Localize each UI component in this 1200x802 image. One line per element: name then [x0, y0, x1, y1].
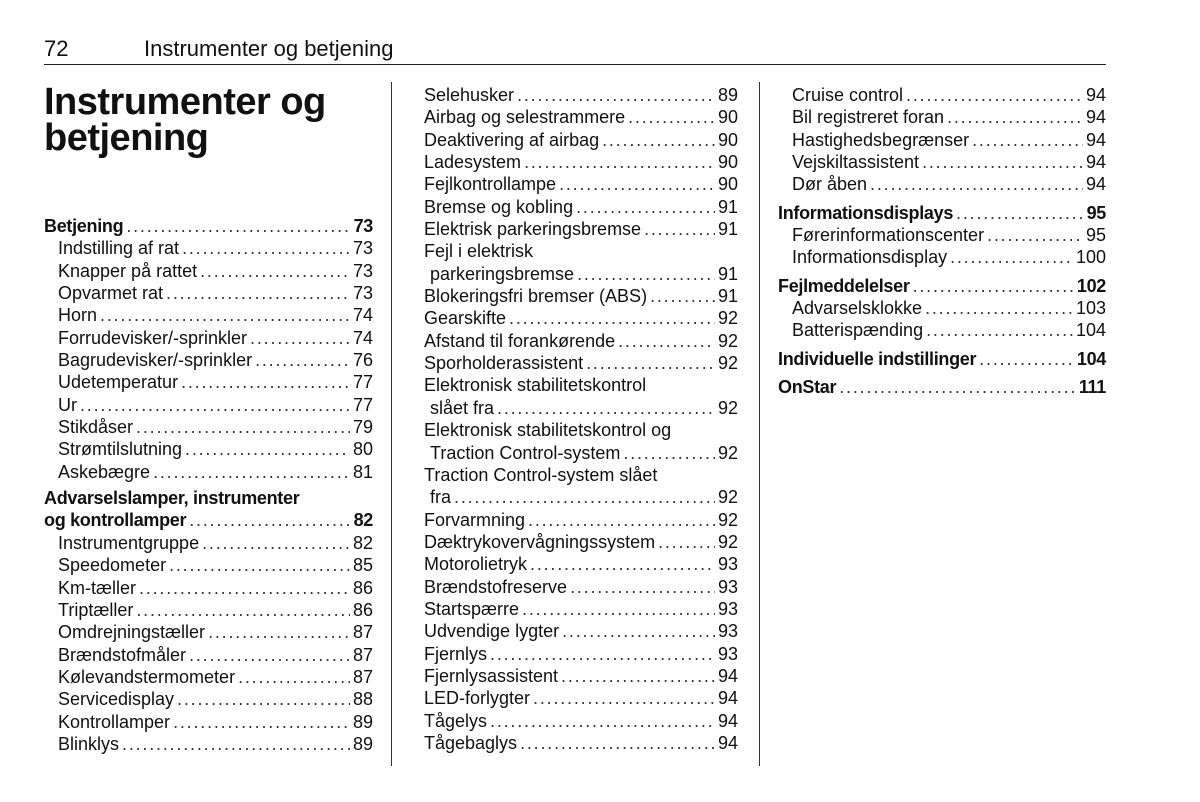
dot-leader	[250, 327, 350, 349]
toc-entry-text: Ur	[58, 394, 77, 415]
toc-entry[interactable]	[424, 665, 738, 687]
toc-page-number: 73	[352, 260, 373, 281]
toc-entry[interactable]	[424, 643, 738, 665]
toc-page-number: 73	[352, 283, 373, 304]
toc-entry-text: Elektronisk stabilitetskontrol og	[424, 420, 672, 441]
dot-leader	[454, 486, 715, 508]
toc-page-number: 94	[1085, 129, 1106, 150]
dot-leader	[906, 84, 1083, 106]
toc-page-number: 76	[352, 350, 373, 371]
toc-entry-text: Askebægre	[58, 461, 151, 482]
toc-entry-text: Forvarmning	[424, 509, 526, 530]
toc-entry-text: og kontrollamper	[44, 510, 187, 531]
toc-page-number: 77	[352, 394, 373, 415]
toc-entry[interactable]	[424, 263, 738, 285]
dot-leader	[126, 215, 350, 237]
toc-page-number: 77	[352, 372, 373, 393]
toc-entry-text: Individuelle indstillinger	[778, 348, 977, 369]
toc-page-number: 95	[1085, 225, 1106, 246]
toc-entry[interactable]	[778, 246, 1106, 268]
toc-page-number: 94	[717, 665, 738, 686]
toc-entry-text: Bil registreret foran	[792, 107, 945, 128]
toc-page-number: 89	[717, 85, 738, 105]
toc-entry-text: Speedometer	[58, 555, 167, 576]
toc-entry[interactable]	[44, 394, 373, 416]
toc-entry-text: Startspærre	[424, 598, 520, 619]
toc-entry[interactable]	[44, 327, 373, 349]
dot-leader	[136, 599, 350, 621]
toc-page-number: 73	[352, 238, 373, 259]
dot-leader	[528, 509, 715, 531]
toc-section-entry[interactable]	[778, 376, 1106, 398]
toc-page-number: 74	[352, 305, 373, 326]
toc-page-number: 86	[352, 577, 373, 598]
dot-leader	[136, 416, 350, 438]
toc-page-number: 94	[1085, 107, 1106, 128]
toc-entry-text: Bagrudevisker/-sprinkler	[58, 350, 253, 371]
dot-leader	[628, 106, 715, 128]
toc-entry-text: Dør åben	[792, 174, 868, 195]
column-divider	[391, 82, 392, 766]
toc-page-number: 87	[352, 644, 373, 665]
toc-entry[interactable]	[44, 371, 373, 393]
toc-entry-text: Kontrollamper	[58, 711, 171, 732]
toc-entry[interactable]	[424, 330, 738, 352]
toc-entry[interactable]	[424, 84, 738, 106]
toc-entry-text: Brændstofreserve	[424, 576, 568, 597]
toc-entry[interactable]	[424, 710, 738, 732]
page-header	[44, 34, 1106, 65]
dot-leader	[238, 666, 350, 688]
page-number: 72	[44, 36, 69, 61]
chapter-title-line2: betjening	[44, 117, 209, 159]
toc-column-1	[44, 215, 373, 755]
toc-entry[interactable]	[44, 304, 373, 326]
toc-entry-text: Informationsdisplays	[778, 202, 954, 223]
toc-entry-text: Betjening	[44, 216, 124, 236]
toc-entry-text: Batterispænding	[792, 320, 924, 341]
toc-entry-text: Bremse og kobling	[424, 196, 574, 217]
toc-entry-text: parkeringsbremse	[430, 263, 575, 284]
toc-entry-text: Udetemperatur	[58, 372, 179, 393]
dot-leader	[561, 665, 715, 687]
dot-leader	[524, 151, 715, 173]
toc-entry-text: Blokeringsfri bremser (ABS)	[424, 286, 648, 307]
toc-entry[interactable]	[424, 307, 738, 329]
dot-leader	[644, 218, 715, 240]
toc-entry-text: Blinklys	[58, 733, 120, 754]
toc-entry[interactable]	[778, 129, 1106, 151]
toc-entry[interactable]	[44, 666, 373, 688]
dot-leader	[181, 371, 350, 393]
toc-entry-text: slået fra	[430, 397, 495, 418]
toc-entry-text: Omdrejningstæller	[58, 622, 206, 643]
toc-entry-text: Kølevandstermometer	[58, 666, 236, 687]
toc-entry[interactable]	[424, 509, 738, 531]
toc-entry-text: Cruise control	[792, 85, 904, 105]
toc-entry-text: Airbag og selestrammere	[424, 107, 626, 128]
toc-page-number: 93	[717, 643, 738, 664]
toc-entry[interactable]	[424, 598, 738, 620]
toc-entry-text: Tågelys	[424, 710, 488, 731]
dot-leader	[200, 260, 350, 282]
toc-entry[interactable]	[424, 285, 738, 307]
dot-leader	[922, 151, 1083, 173]
toc-page-number: 94	[1085, 174, 1106, 195]
dot-leader	[530, 553, 715, 575]
toc-entry-text: Elektrisk parkeringsbremse	[424, 219, 642, 240]
toc-entry-text: Instrumentgruppe	[58, 532, 200, 553]
toc-entry[interactable]	[424, 106, 738, 128]
dot-leader	[509, 307, 715, 329]
toc-page-number: 85	[352, 555, 373, 576]
toc-entry-text: Fjernlysassistent	[424, 665, 559, 686]
toc-entry[interactable]	[778, 224, 1106, 246]
toc-page-number: 87	[352, 666, 373, 687]
dot-leader	[623, 442, 715, 464]
toc-entry[interactable]	[44, 599, 373, 621]
toc-entry-text: Advarselslamper, instrumenter	[44, 488, 300, 509]
toc-page-number: 93	[717, 554, 738, 575]
toc-entry-text: Førerinformationscenter	[792, 225, 985, 246]
toc-entry[interactable]	[44, 733, 373, 755]
toc-entry-text: Fejlkontrollampe	[424, 174, 557, 195]
toc-entry[interactable]	[44, 644, 373, 666]
toc-page-number: 90	[717, 129, 738, 150]
toc-entry[interactable]	[424, 196, 738, 218]
toc-page-number: 74	[352, 327, 373, 348]
dot-leader	[650, 285, 715, 307]
dot-leader	[139, 577, 350, 599]
toc-entry[interactable]	[44, 577, 373, 599]
toc-entry[interactable]	[424, 620, 738, 642]
toc-page-number: 81	[352, 461, 373, 482]
toc-entry-text: Deaktivering af airbag	[424, 129, 600, 150]
dot-leader	[559, 173, 715, 195]
toc-entry[interactable]	[424, 151, 738, 173]
toc-page-number: 91	[717, 219, 738, 240]
toc-entry-text: Fejlmeddelelser	[778, 275, 910, 296]
dot-leader	[497, 397, 715, 419]
toc-page-number: 95	[1086, 202, 1106, 223]
toc-entry-text: Brændstofmåler	[58, 644, 187, 665]
toc-page-number: 100	[1075, 247, 1106, 268]
dot-leader	[182, 237, 350, 259]
toc-entry[interactable]	[424, 352, 738, 374]
toc-section-entry[interactable]	[778, 348, 1106, 370]
dot-leader	[255, 349, 350, 371]
toc-entry[interactable]	[424, 486, 738, 508]
toc-column-3	[778, 84, 1106, 398]
dot-leader	[522, 598, 715, 620]
toc-section-entry[interactable]	[778, 202, 1106, 224]
toc-page-number: 90	[717, 107, 738, 128]
toc-entry-text: Traction Control-system	[430, 442, 621, 463]
toc-page-number: 104	[1076, 348, 1106, 369]
toc-page-number: 89	[352, 711, 373, 732]
toc-entry-text: OnStar	[778, 377, 837, 398]
toc-entry-text: Fejl i elektrisk	[424, 241, 534, 262]
dot-leader	[913, 275, 1074, 297]
toc-page-number: 94	[1085, 85, 1106, 105]
toc-page-number: 92	[717, 487, 738, 508]
dot-leader	[618, 330, 715, 352]
toc-entry-text: Triptæller	[58, 599, 134, 620]
dot-leader	[925, 297, 1073, 319]
toc-entry-text: Servicedisplay	[58, 689, 175, 710]
dot-leader	[839, 376, 1076, 398]
toc-page-number: 89	[352, 733, 373, 754]
toc-entry-text: Motorolietryk	[424, 554, 528, 575]
toc-entry[interactable]	[44, 260, 373, 282]
toc-page-number: 92	[717, 442, 738, 463]
dot-leader	[979, 348, 1074, 370]
running-title: Instrumenter og betjening	[144, 36, 394, 61]
toc-page-number: 91	[717, 286, 738, 307]
toc-entry[interactable]	[44, 621, 373, 643]
dot-leader	[586, 352, 715, 374]
toc-entry[interactable]	[778, 151, 1106, 173]
dot-leader	[570, 576, 715, 598]
toc-section-entry[interactable]	[44, 215, 373, 237]
dot-leader	[177, 688, 350, 710]
toc-entry[interactable]	[44, 438, 373, 460]
toc-page-number: 90	[717, 174, 738, 195]
dot-leader	[208, 621, 350, 643]
dot-leader	[562, 620, 715, 642]
toc-page-number: 79	[352, 417, 373, 438]
dot-leader	[972, 129, 1083, 151]
toc-entry[interactable]	[424, 732, 738, 754]
dot-leader	[956, 202, 1084, 224]
toc-entry[interactable]	[424, 531, 738, 553]
toc-page-number: 87	[352, 622, 373, 643]
toc-page-number: 92	[717, 397, 738, 418]
toc-page-number: 93	[717, 598, 738, 619]
dot-leader	[533, 687, 715, 709]
toc-entry[interactable]	[778, 84, 1106, 106]
toc-entry-text: Afstand til forankørende	[424, 330, 616, 351]
toc-entry-text: Strømtilslutning	[58, 439, 183, 460]
dot-leader	[658, 531, 715, 553]
dot-leader	[926, 319, 1073, 341]
toc-entry[interactable]	[424, 173, 738, 195]
dot-leader	[185, 438, 350, 460]
toc-entry-text: Ladesystem	[424, 152, 522, 173]
dot-leader	[947, 106, 1083, 128]
toc-entry[interactable]	[44, 711, 373, 733]
toc-page-number: 90	[717, 152, 738, 173]
toc-page-number: 80	[352, 439, 373, 460]
toc-entry-text: Dæktrykovervågningssystem	[424, 531, 656, 552]
toc-entry[interactable]	[424, 687, 738, 709]
toc-page-number: 94	[717, 688, 738, 709]
toc-entry-text: Udvendige lygter	[424, 621, 560, 642]
toc-entry[interactable]	[778, 173, 1106, 195]
dot-leader	[870, 173, 1083, 195]
toc-entry[interactable]	[778, 297, 1106, 319]
dot-leader	[153, 461, 350, 483]
dot-leader	[517, 84, 715, 106]
toc-entry-text: Gearskifte	[424, 308, 507, 329]
toc-page-number: 92	[717, 330, 738, 351]
dot-leader	[950, 246, 1073, 268]
dot-leader	[80, 394, 350, 416]
dot-leader	[577, 263, 715, 285]
dot-leader	[189, 509, 350, 531]
toc-entry[interactable]	[44, 688, 373, 710]
dot-leader	[202, 532, 350, 554]
toc-entry[interactable]	[778, 319, 1106, 341]
toc-page-number: 82	[353, 510, 373, 531]
toc-entry-text: Fjernlys	[424, 643, 488, 664]
toc-page-number: 93	[717, 576, 738, 597]
toc-entry-text: Indstilling af rat	[58, 238, 180, 259]
toc-entry-text: Knapper på rattet	[58, 260, 198, 281]
toc-entry[interactable]	[424, 129, 738, 151]
toc-entry[interactable]	[424, 553, 738, 575]
toc-entry-text: Traction Control-system slået	[424, 464, 658, 485]
toc-entry[interactable]	[424, 442, 738, 464]
toc-entry-text: Selehusker	[424, 85, 515, 105]
chapter-title	[44, 81, 374, 159]
toc-page-number: 102	[1076, 275, 1106, 296]
toc-page-number: 93	[717, 621, 738, 642]
toc-section-entry[interactable]	[778, 275, 1106, 297]
dot-leader	[602, 129, 715, 151]
toc-page-number: 92	[717, 353, 738, 374]
toc-column-2	[424, 84, 738, 754]
toc-entry[interactable]	[424, 397, 738, 419]
chapter-title-line1: Instrumenter og	[44, 81, 326, 123]
toc-entry-text: Hastighedsbegrænser	[792, 129, 970, 150]
toc-page-number: 92	[717, 509, 738, 530]
toc-page-number: 73	[353, 216, 373, 236]
toc-page-number: 111	[1078, 377, 1106, 398]
toc-entry[interactable]	[424, 218, 738, 240]
dot-leader	[189, 644, 350, 666]
toc-page-number: 82	[352, 532, 373, 553]
dot-leader	[100, 304, 350, 326]
toc-entry[interactable]	[44, 461, 373, 483]
toc-page-number: 91	[717, 263, 738, 284]
toc-entry-text: Opvarmet rat	[58, 283, 164, 304]
dot-leader	[520, 732, 715, 754]
dot-leader	[169, 554, 350, 576]
toc-page-number: 94	[717, 710, 738, 731]
dot-leader	[490, 710, 715, 732]
toc-page-number: 92	[717, 531, 738, 552]
toc-entry-text: Informationsdisplay	[792, 247, 948, 268]
toc-page-number: 94	[1085, 152, 1106, 173]
toc-section-entry[interactable]	[44, 509, 373, 531]
toc-page-number: 88	[352, 689, 373, 710]
dot-leader	[490, 643, 715, 665]
toc-entry-text: Elektronisk stabilitetskontrol	[424, 375, 647, 396]
dot-leader	[576, 196, 715, 218]
toc-entry-text: Vejskiltassistent	[792, 152, 920, 173]
toc-page-number: 104	[1075, 320, 1106, 341]
toc-entry-text: Stikdåser	[58, 417, 134, 438]
toc-entry-text: LED-forlygter	[424, 688, 531, 709]
toc-entry[interactable]	[44, 416, 373, 438]
toc-entry-text: Tågebaglys	[424, 732, 518, 753]
dot-leader	[173, 711, 350, 733]
toc-entry-text: Advarselsklokke	[792, 298, 923, 319]
toc-page-number: 86	[352, 599, 373, 620]
toc-entry-text: Forrudevisker/-sprinkler	[58, 327, 248, 348]
toc-entry-text: Horn	[58, 305, 98, 326]
toc-entry[interactable]	[44, 282, 373, 304]
toc-entry-text: Km-tæller	[58, 577, 137, 598]
dot-leader	[166, 282, 350, 304]
toc-page-number: 103	[1075, 298, 1106, 319]
toc-entry[interactable]	[44, 532, 373, 554]
toc-entry[interactable]	[424, 576, 738, 598]
toc-entry[interactable]	[44, 554, 373, 576]
dot-leader	[987, 224, 1083, 246]
toc-entry[interactable]	[44, 237, 373, 259]
toc-page-number: 91	[717, 196, 738, 217]
column-divider	[759, 82, 760, 766]
toc-entry[interactable]	[44, 349, 373, 371]
toc-page-number: 94	[717, 732, 738, 753]
toc-page-number: 92	[717, 308, 738, 329]
toc-entry-text: Sporholderassistent	[424, 353, 584, 374]
toc-entry-text: fra	[430, 487, 452, 508]
dot-leader	[122, 733, 350, 755]
toc-entry[interactable]	[778, 106, 1106, 128]
